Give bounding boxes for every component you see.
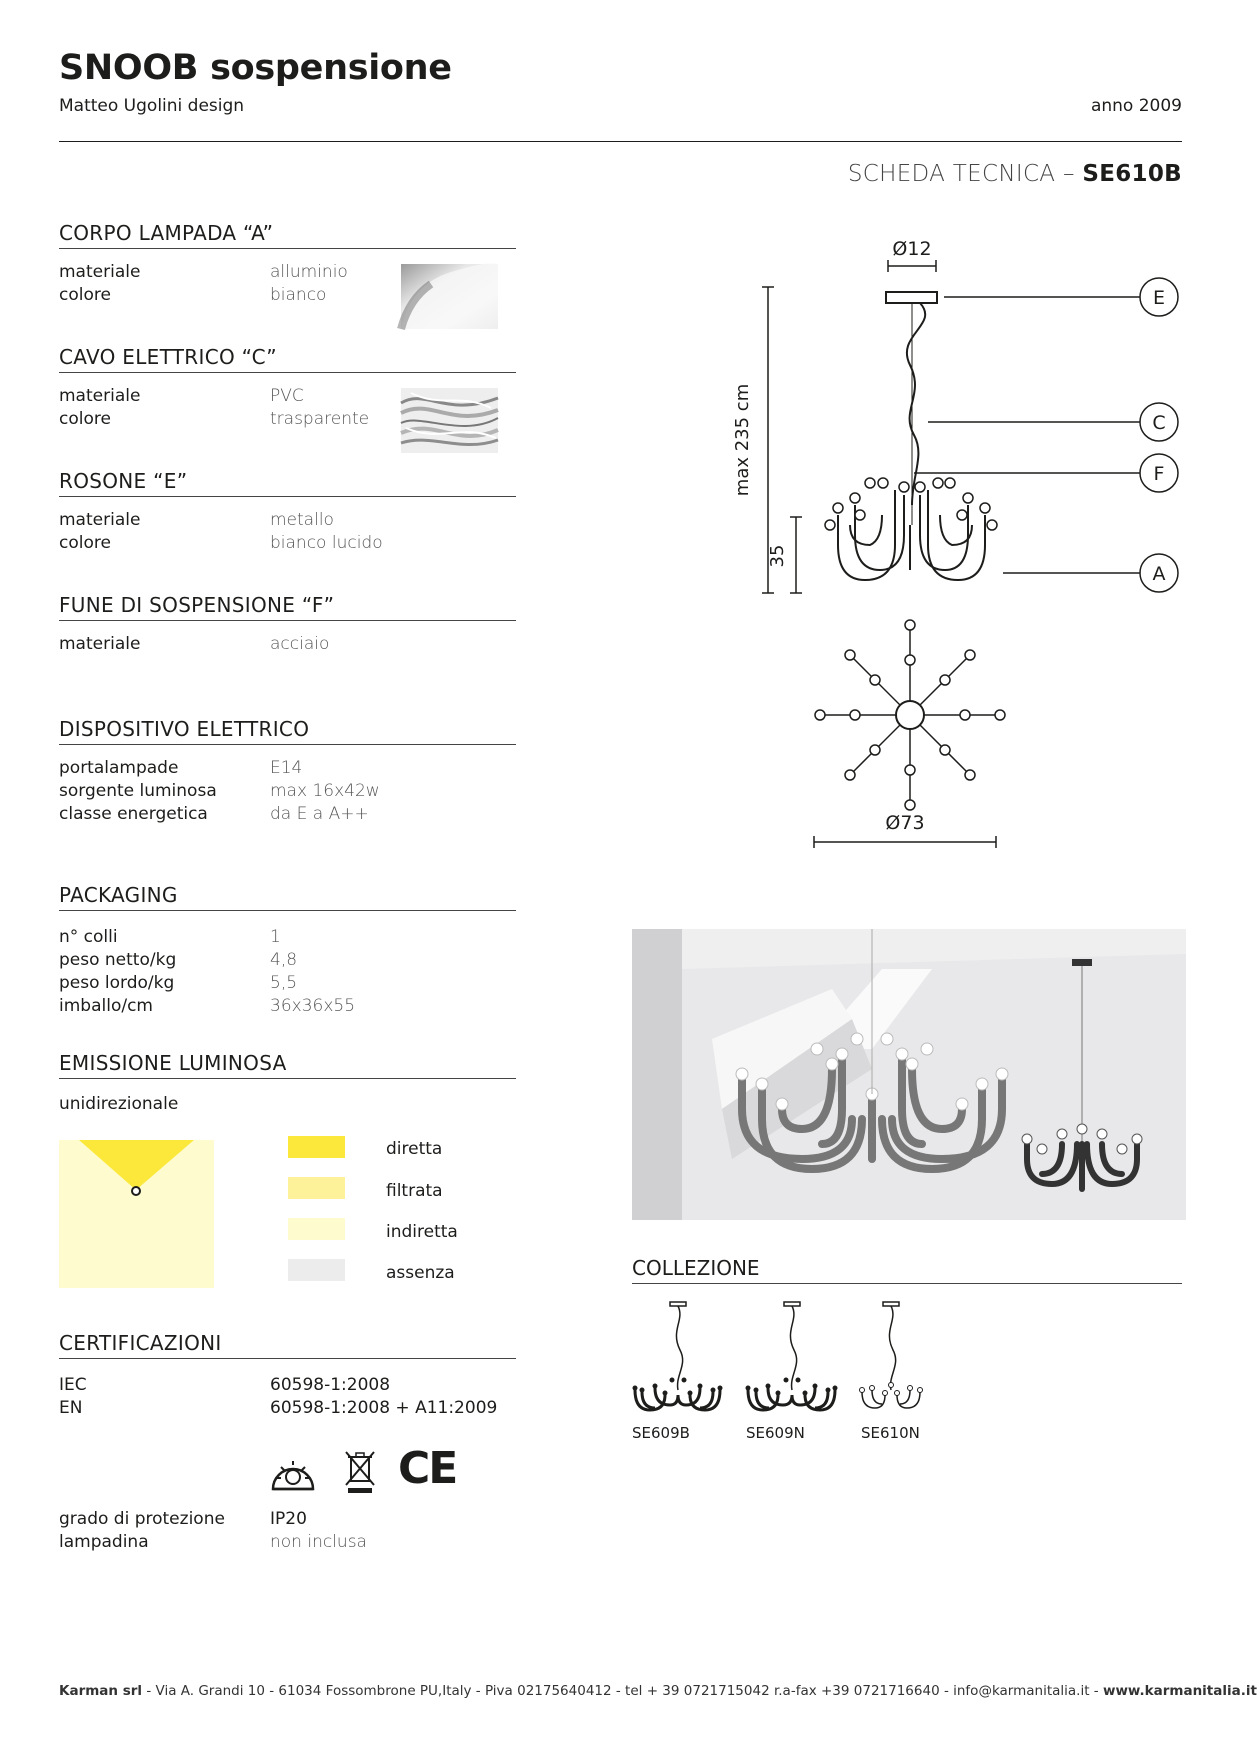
spec-value: 36x36x55 — [270, 996, 356, 1016]
spec-key: colore — [59, 533, 111, 553]
spec-key: n° colli — [59, 927, 118, 947]
spec-key: colore — [59, 409, 111, 429]
cert-row — [59, 1397, 519, 1420]
material-swatch-cable — [401, 388, 498, 453]
callout-e: E — [1152, 287, 1166, 309]
section-heading-fune: FUNE DI SOSPENSIONE “F” — [59, 593, 516, 621]
spec-value: bianco — [270, 285, 327, 305]
spec-key: peso lordo/kg — [59, 973, 175, 993]
spec-row — [59, 949, 519, 972]
spec-row — [59, 1531, 519, 1554]
sheet-label: SCHEDA TECNICA – — [847, 161, 1075, 187]
designer-credit: Matteo Ugolini design — [59, 96, 245, 116]
cert-key: IEC — [59, 1375, 87, 1395]
spec-value: 1 — [270, 927, 281, 947]
footer-company: Karman srl — [59, 1683, 143, 1699]
collection-thumbnails — [630, 1300, 930, 1415]
spec-row — [59, 780, 519, 803]
footer-address: - Via A. Grandi 10 - 61034 Fossombrone PU,Italy - Piva 02175640412 - tel + 39 0721715042 r.a-fax +39 0721716640 - info@karmanitalia.it - — [142, 1683, 1103, 1699]
emission-type: unidirezionale — [59, 1094, 179, 1114]
spec-value: IP20 — [270, 1509, 307, 1529]
spec-row — [59, 926, 519, 949]
technical-drawing-side — [700, 225, 1200, 605]
dim-height-label: max 235 cm — [732, 383, 753, 497]
header-divider — [59, 141, 1182, 142]
legend-swatch-indiretta — [288, 1218, 345, 1240]
section-heading-packaging: PACKAGING — [59, 883, 516, 911]
spec-key: peso netto/kg — [59, 950, 177, 970]
legend-swatch-filtrata — [288, 1177, 345, 1199]
spec-row — [59, 757, 519, 780]
material-swatch-aluminium — [401, 264, 498, 329]
spec-value: acciaio — [270, 634, 330, 654]
section-heading-cavo: CAVO ELETTRICO “C” — [59, 345, 516, 373]
callout-f: F — [1153, 463, 1165, 485]
legend-label: indiretta — [386, 1222, 458, 1242]
spec-row — [59, 995, 519, 1018]
spec-key: materiale — [59, 386, 141, 406]
section-heading-rosone: ROSONE “E” — [59, 469, 516, 497]
emission-diagram — [59, 1140, 214, 1288]
callout-c: C — [1152, 412, 1166, 434]
spec-row — [59, 633, 519, 656]
spec-key: materiale — [59, 262, 141, 282]
spec-key: materiale — [59, 634, 141, 654]
page-title: SNOOB sospensione — [59, 48, 452, 88]
spec-row — [59, 803, 519, 826]
spec-value: da E a A++ — [270, 804, 369, 824]
spec-value: metallo — [270, 510, 334, 530]
spec-row — [59, 509, 519, 532]
spec-value: 5,5 — [270, 973, 298, 993]
spec-key: materiale — [59, 510, 141, 530]
sheet-heading — [848, 161, 1182, 187]
spec-key: colore — [59, 285, 111, 305]
spec-value: PVC — [270, 386, 304, 406]
spec-value: E14 — [270, 758, 303, 778]
collection-item-label: SE610N — [861, 1424, 920, 1442]
dim-body-height-label: 35 — [767, 544, 788, 568]
cert-key: EN — [59, 1398, 83, 1418]
dim-diameter-label: Ø73 — [885, 812, 925, 834]
spec-value: trasparente — [270, 409, 370, 429]
spec-row — [59, 532, 519, 555]
cert-value: 60598-1:2008 — [270, 1375, 391, 1395]
spec-value: non inclusa — [270, 1532, 367, 1552]
spec-value: bianco lucido — [270, 533, 383, 553]
spec-key: lampadina — [59, 1532, 149, 1552]
cert-value: 60598-1:2008 + A11:2009 — [270, 1398, 498, 1418]
spec-value: 4,8 — [270, 950, 298, 970]
product-code: SE610B — [1082, 161, 1182, 187]
spec-key: grado di protezione — [59, 1509, 225, 1529]
legend-swatch-diretta — [288, 1136, 345, 1158]
cert-row — [59, 1374, 519, 1397]
spec-key: sorgente luminosa — [59, 781, 217, 801]
footer — [59, 1683, 1257, 1699]
lamp-safety-icon — [268, 1451, 318, 1497]
ce-mark-icon: CE — [398, 1443, 457, 1494]
spec-value: alluminio — [270, 262, 348, 282]
spec-key: classe energetica — [59, 804, 208, 824]
section-heading-emissione: EMISSIONE LUMINOSA — [59, 1051, 516, 1079]
weee-bin-icon — [344, 1449, 376, 1495]
spec-key: portalampade — [59, 758, 179, 778]
spec-value: max 16x42w — [270, 781, 380, 801]
section-heading-certificazioni: CERTIFICAZIONI — [59, 1331, 516, 1359]
collection-item-label: SE609B — [632, 1424, 690, 1442]
legend-label: assenza — [386, 1263, 455, 1283]
legend-swatch-assenza — [288, 1259, 345, 1281]
legend-label: filtrata — [386, 1181, 443, 1201]
spec-key: imballo/cm — [59, 996, 153, 1016]
callout-a: A — [1152, 563, 1166, 585]
technical-drawing-top — [800, 615, 1020, 855]
footer-website[interactable]: www.karmanitalia.it — [1102, 1683, 1257, 1699]
section-heading-dispositivo: DISPOSITIVO ELETTRICO — [59, 717, 516, 745]
product-photo — [632, 929, 1186, 1220]
spec-row — [59, 1508, 519, 1531]
collection-item-label: SE609N — [746, 1424, 805, 1442]
spec-row — [59, 972, 519, 995]
section-heading-collezione: COLLEZIONE — [632, 1256, 1182, 1284]
legend-label: diretta — [386, 1139, 443, 1159]
year-label: anno 2009 — [1090, 96, 1182, 116]
dim-rosone-label: Ø12 — [892, 238, 932, 260]
section-heading-corpo: CORPO LAMPADA “A” — [59, 221, 516, 249]
